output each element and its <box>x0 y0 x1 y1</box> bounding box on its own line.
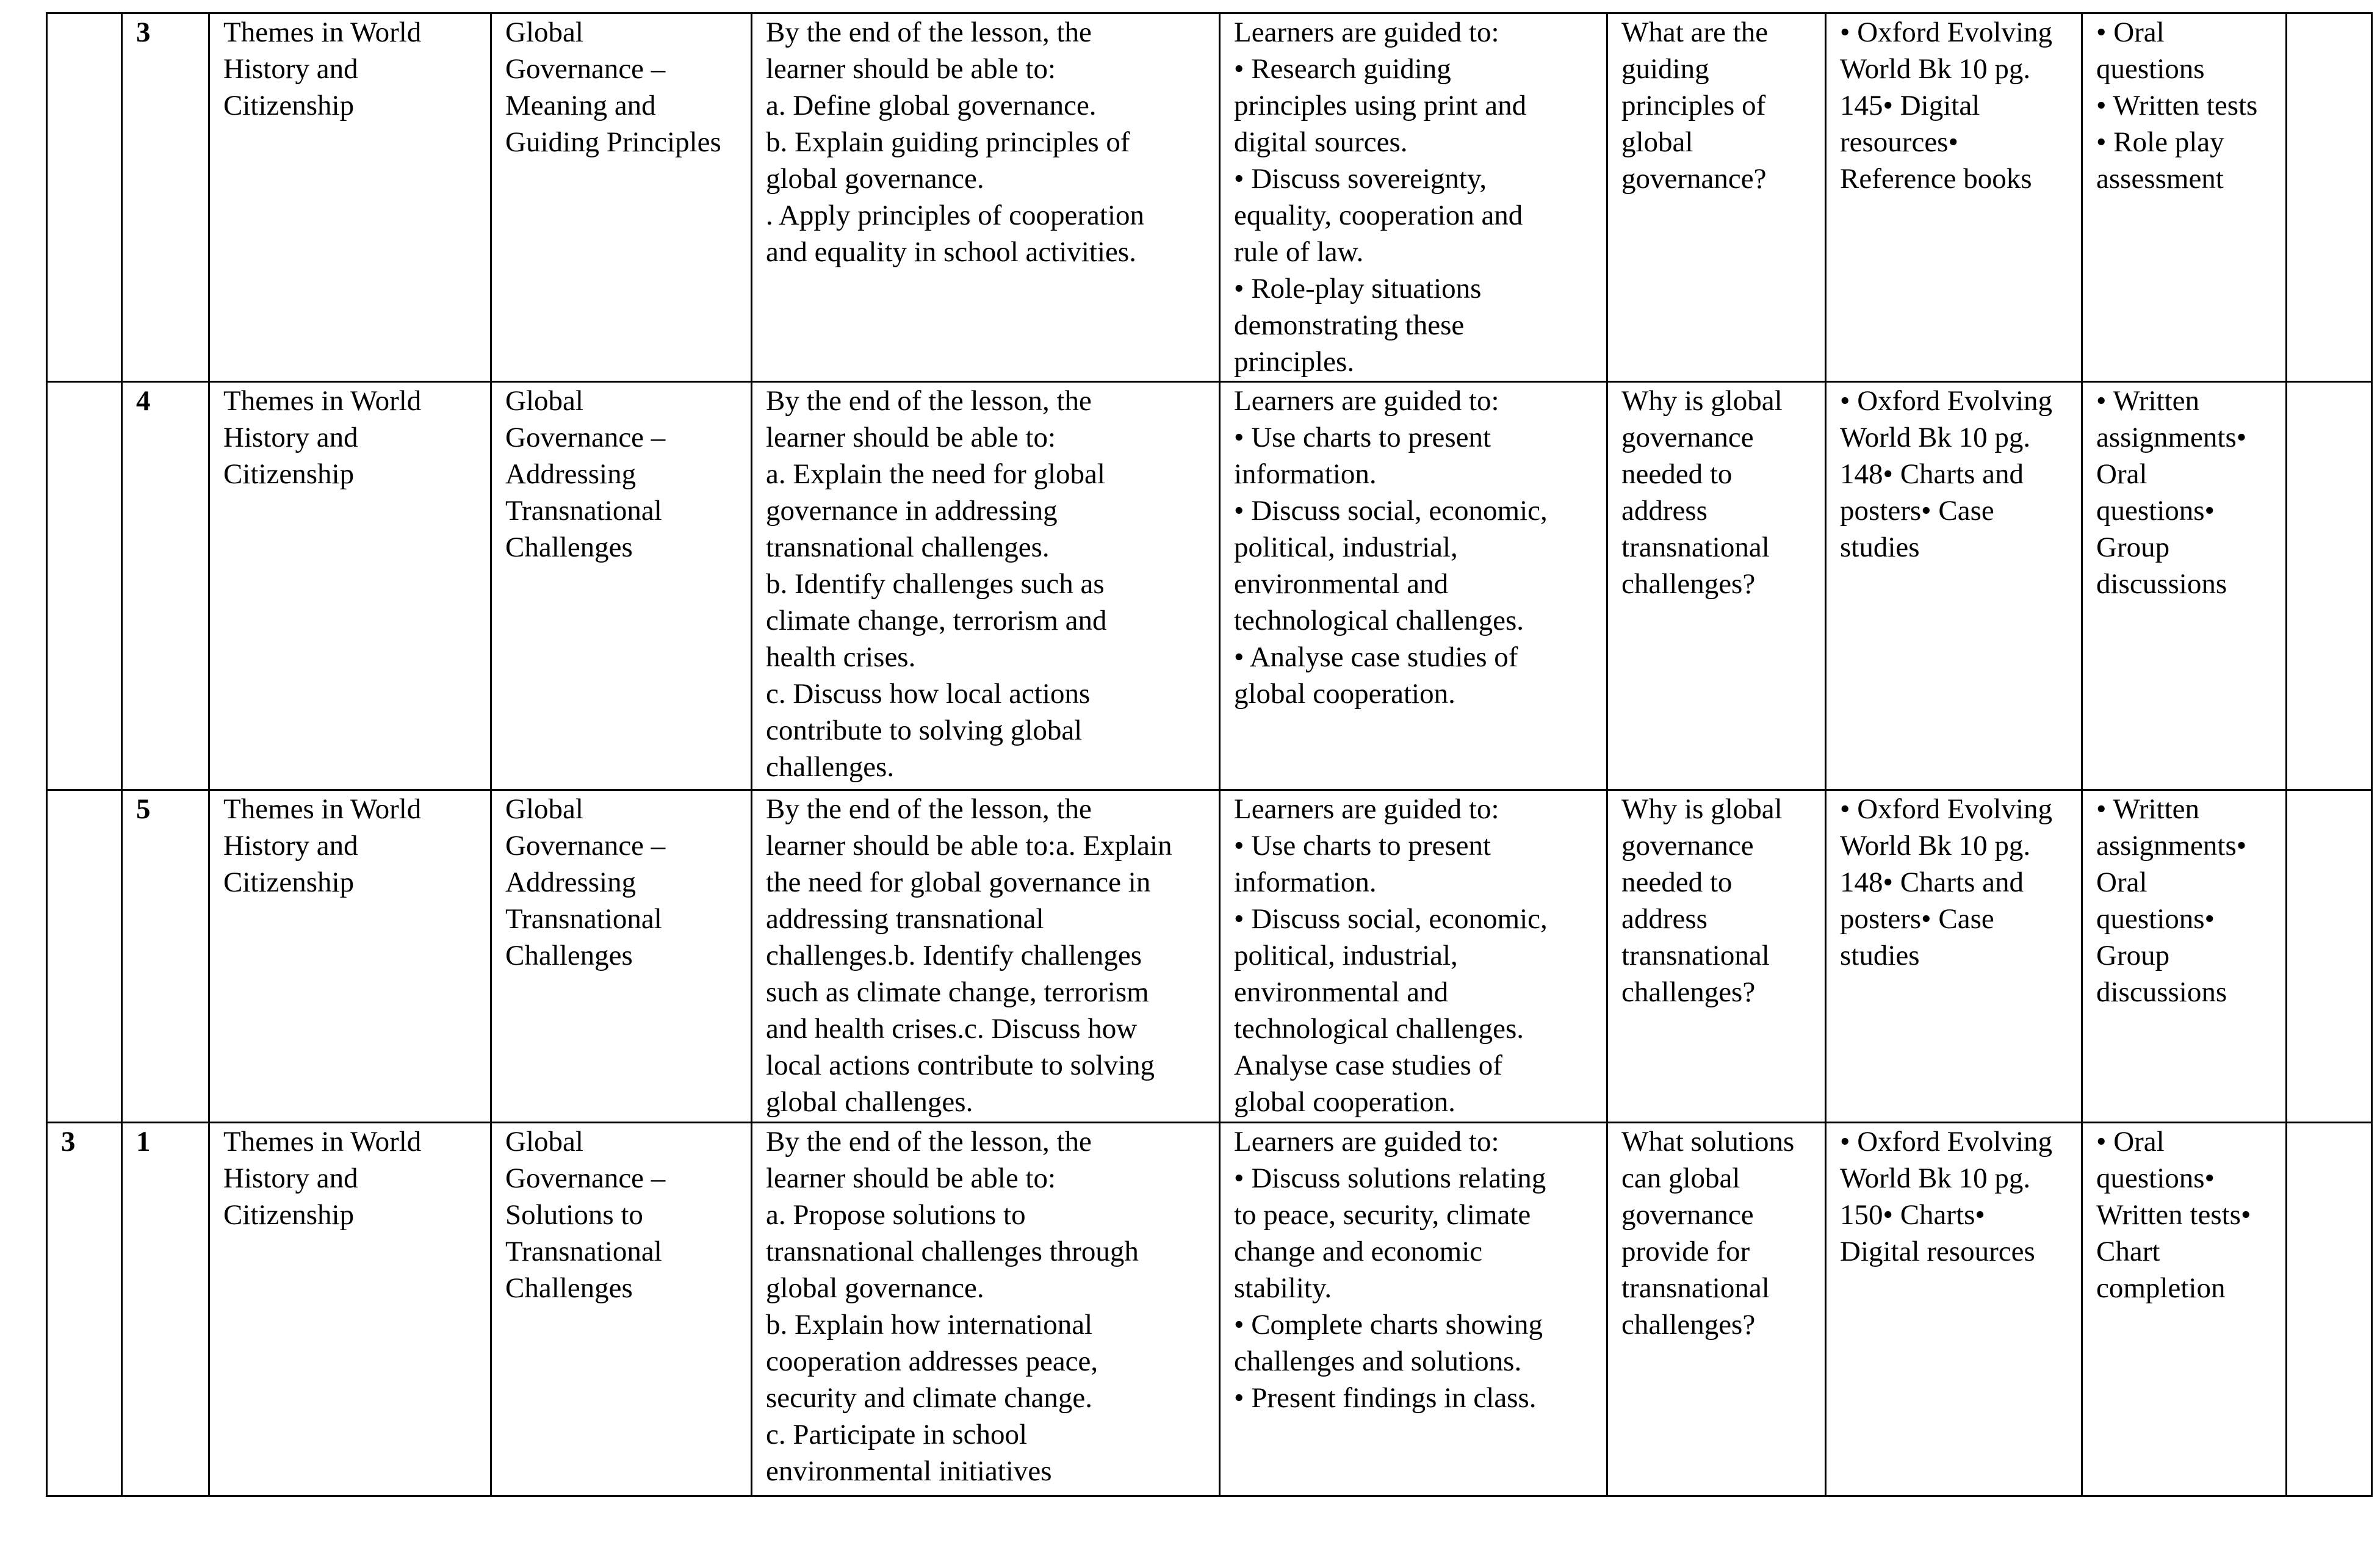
cell-line: and health crises.c. Discuss how <box>766 1013 1138 1045</box>
cell-line: questions• <box>2096 1162 2215 1194</box>
cell-line: • Discuss solutions relating <box>1234 1162 1546 1194</box>
cell-line: challenges. <box>766 751 895 783</box>
remarks-cell <box>2287 382 2372 790</box>
learning-outcomes-cell <box>752 1123 1220 1496</box>
cell-line: Written tests• <box>2096 1199 2251 1231</box>
cell-line: Transnational <box>505 495 662 527</box>
cell-line: • Discuss social, economic, <box>1234 903 1548 935</box>
cell-line: address <box>1621 903 1707 935</box>
cell-line: address <box>1621 495 1707 527</box>
cell-line: b. Explain guiding principles of <box>766 126 1130 158</box>
cell-line: Citizenship <box>223 866 355 898</box>
cell-line: Learners are guided to: <box>1234 385 1499 417</box>
cell-line: By the end of the lesson, the <box>766 1126 1092 1158</box>
cell-line: Themes in World <box>223 1126 422 1158</box>
cell-line: discussions <box>2096 568 2227 600</box>
cell-line: b. Explain how international <box>766 1309 1093 1341</box>
cell-line: provide for <box>1621 1236 1750 1267</box>
cell-line: • Oxford Evolving <box>1840 16 2053 48</box>
cell-line: governance <box>1621 1199 1754 1231</box>
cell-line: Transnational <box>505 1236 662 1267</box>
cell-line: World Bk 10 pg. <box>1840 422 2031 453</box>
scheme-of-work <box>46 12 2373 1497</box>
cell-line: c. Participate in school <box>766 1419 1028 1450</box>
cell-line: • Role-play situations <box>1234 273 1482 304</box>
cell-line: global governance. <box>766 163 984 195</box>
cell-line: digital sources. <box>1234 126 1408 158</box>
cell-line: contribute to solving global <box>766 715 1083 746</box>
strand-cell <box>209 790 491 1123</box>
cell-line: Oral <box>2096 866 2147 898</box>
cell-line: transnational challenges through <box>766 1236 1139 1267</box>
assessment-cell <box>2082 13 2287 382</box>
cell-line: and equality in school activities. <box>766 236 1136 268</box>
cell-line: information. <box>1234 866 1377 898</box>
cell-line: political, industrial, <box>1234 531 1458 563</box>
cell-line: challenges.b. Identify challenges <box>766 940 1142 971</box>
cell-line: b. Identify challenges such as <box>766 568 1105 600</box>
cell-line: Themes in World <box>223 16 422 48</box>
cell-line: 148• Charts and <box>1840 458 2024 490</box>
cell-line: needed to <box>1621 866 1733 898</box>
table-body <box>47 13 2372 1496</box>
cell-line: Themes in World <box>223 385 422 417</box>
cell-line: a. Propose solutions to <box>766 1199 1026 1231</box>
cell-line: learner should be able to:a. Explain <box>766 830 1172 862</box>
cell-line: Governance – <box>505 830 666 862</box>
cell-line: posters• Case <box>1840 495 1994 527</box>
cell-line: • Use charts to present <box>1234 422 1491 453</box>
cell-line: • Oxford Evolving <box>1840 793 2053 825</box>
learning-resources-cell <box>1826 1123 2082 1496</box>
cell-line: questions <box>2096 53 2205 85</box>
cell-line: Analyse case studies of <box>1234 1050 1502 1081</box>
cell-line: Challenges <box>505 531 633 563</box>
cell-line: challenges? <box>1621 568 1756 600</box>
cell-line: discussions <box>2096 976 2227 1008</box>
cell-line: governance <box>1621 830 1754 862</box>
cell-line: • Research guiding <box>1234 53 1451 85</box>
learning-resources-cell <box>1826 13 2082 382</box>
cell-line: challenges? <box>1621 976 1756 1008</box>
key-inquiry-question-cell <box>1607 790 1826 1123</box>
cell-line: can global <box>1621 1162 1740 1194</box>
cell-line: rule of law. <box>1234 236 1364 268</box>
cell-line: • Present findings in class. <box>1234 1382 1537 1414</box>
cell-line: Global <box>505 16 583 48</box>
assessment-cell <box>2082 790 2287 1123</box>
cell-line: equality, cooperation and <box>1234 200 1523 231</box>
cell-line: Learners are guided to: <box>1234 16 1499 48</box>
cell-line: Global <box>505 385 583 417</box>
cell-line: Governance – <box>505 422 666 453</box>
remarks-cell <box>2287 13 2372 382</box>
cell-line: . Apply principles of cooperation <box>766 200 1144 231</box>
cell-line: global cooperation. <box>1234 678 1455 710</box>
cell-line: Learners are guided to: <box>1234 793 1499 825</box>
table-row <box>47 790 2372 1123</box>
week-cell <box>47 382 122 790</box>
cell-line: Chart <box>2096 1236 2160 1267</box>
substrand-cell <box>491 1123 752 1496</box>
cell-line: change and economic <box>1234 1236 1483 1267</box>
cell-line: addressing transnational <box>766 903 1044 935</box>
cell-line: global challenges. <box>766 1086 973 1118</box>
cell-line: Citizenship <box>223 458 355 490</box>
cell-line: Governance – <box>505 1162 666 1194</box>
cell-line: principles of <box>1621 90 1766 121</box>
cell-line: • Written <box>2096 793 2200 825</box>
cell-line: a. Explain the need for global <box>766 458 1105 490</box>
cell-line: assignments• <box>2096 422 2247 453</box>
cell-line: questions• <box>2096 495 2215 527</box>
cell-line: posters• Case <box>1840 903 1994 935</box>
cell-line: guiding <box>1621 53 1709 85</box>
cell-line: transnational <box>1621 531 1770 563</box>
cell-line: security and climate change. <box>766 1382 1093 1414</box>
cell-line: Group <box>2096 940 2170 971</box>
cell-line: Addressing <box>505 866 636 898</box>
cell-line: Challenges <box>505 940 633 971</box>
week-cell <box>47 790 122 1123</box>
learning-outcomes-cell <box>752 790 1220 1123</box>
learning-outcomes-cell <box>752 382 1220 790</box>
cell-line: c. Discuss how local actions <box>766 678 1091 710</box>
cell-line: Meaning and <box>505 90 656 121</box>
cell-line: learner should be able to: <box>766 53 1056 85</box>
assessment-cell <box>2082 1123 2287 1496</box>
cell-line: • Discuss sovereignty, <box>1234 163 1487 195</box>
cell-line: • Use charts to present <box>1234 830 1491 862</box>
cell-line: • Role play <box>2096 126 2224 158</box>
cell-line: information. <box>1234 458 1377 490</box>
cell-line: World Bk 10 pg. <box>1840 1162 2031 1194</box>
cell-line: assignments• <box>2096 830 2247 862</box>
learning-experiences-cell <box>1220 1123 1607 1496</box>
lesson-cell: 3 <box>122 13 209 382</box>
cell-line: • Written <box>2096 385 2200 417</box>
table-row <box>47 13 2372 382</box>
cell-line: By the end of the lesson, the <box>766 793 1092 825</box>
cell-line: Global <box>505 1126 583 1158</box>
cell-line: climate change, terrorism and <box>766 605 1107 636</box>
cell-line: Themes in World <box>223 793 422 825</box>
cell-line: History and <box>223 53 358 85</box>
substrand-cell <box>491 382 752 790</box>
cell-line: What are the <box>1621 16 1769 48</box>
cell-line: technological challenges. <box>1234 605 1524 636</box>
substrand-cell <box>491 13 752 382</box>
cell-line: resources• <box>1840 126 1958 158</box>
strand-cell <box>209 382 491 790</box>
cell-line: • Oxford Evolving <box>1840 1126 2053 1158</box>
remarks-cell <box>2287 1123 2372 1496</box>
cell-line: Solutions to <box>505 1199 643 1231</box>
cell-line: global cooperation. <box>1234 1086 1455 1118</box>
substrand-cell <box>491 790 752 1123</box>
scheme-table <box>46 12 2373 1497</box>
cell-line: political, industrial, <box>1234 940 1458 971</box>
cell-line: • Analyse case studies of <box>1234 641 1518 673</box>
cell-line: environmental and <box>1234 568 1449 600</box>
cell-line: Group <box>2096 531 2170 563</box>
cell-line: local actions contribute to solving <box>766 1050 1155 1081</box>
cell-line: Challenges <box>505 1272 633 1304</box>
cell-line: governance in addressing <box>766 495 1058 527</box>
cell-line: environmental initiatives <box>766 1455 1052 1487</box>
cell-line: What solutions <box>1621 1126 1795 1158</box>
cell-line: learner should be able to: <box>766 422 1056 453</box>
cell-line: global <box>1621 126 1693 158</box>
week-cell <box>47 13 122 382</box>
key-inquiry-question-cell <box>1607 1123 1826 1496</box>
cell-line: • Oral <box>2096 16 2165 48</box>
cell-line: governance <box>1621 422 1754 453</box>
cell-line: questions• <box>2096 903 2215 935</box>
cell-line: Global <box>505 793 583 825</box>
cell-line: Digital resources <box>1840 1236 2035 1267</box>
cell-line: to peace, security, climate <box>1234 1199 1531 1231</box>
cell-line: 148• Charts and <box>1840 866 2024 898</box>
cell-line: needed to <box>1621 458 1733 490</box>
cell-line: learner should be able to: <box>766 1162 1056 1194</box>
learning-experiences-cell <box>1220 13 1607 382</box>
learning-resources-cell <box>1826 790 2082 1123</box>
cell-line: transnational challenges. <box>766 531 1050 563</box>
cell-line: demonstrating these <box>1234 309 1465 341</box>
cell-line: Transnational <box>505 903 662 935</box>
cell-line: cooperation addresses peace, <box>766 1345 1098 1377</box>
cell-line: Citizenship <box>223 90 355 121</box>
cell-line: World Bk 10 pg. <box>1840 830 2031 862</box>
cell-line: World Bk 10 pg. <box>1840 53 2031 85</box>
learning-resources-cell <box>1826 382 2082 790</box>
assessment-cell <box>2082 382 2287 790</box>
cell-line: 145• Digital <box>1840 90 1980 121</box>
table-row <box>47 382 2372 790</box>
cell-line: assessment <box>2096 163 2224 195</box>
cell-line: • Written tests <box>2096 90 2258 121</box>
cell-line: studies <box>1840 531 1920 563</box>
cell-line: • Discuss social, economic, <box>1234 495 1548 527</box>
strand-cell <box>209 1123 491 1496</box>
cell-line: Governance – <box>505 53 666 85</box>
learning-outcomes-cell <box>752 13 1220 382</box>
cell-line: a. Define global governance. <box>766 90 1097 121</box>
cell-line: Reference books <box>1840 163 2032 195</box>
cell-line: health crises. <box>766 641 916 673</box>
cell-line: History and <box>223 1162 358 1194</box>
cell-line: transnational <box>1621 940 1770 971</box>
cell-line: Oral <box>2096 458 2147 490</box>
cell-line: 150• Charts• <box>1840 1199 1985 1231</box>
cell-line: By the end of the lesson, the <box>766 385 1092 417</box>
cell-line: principles using print and <box>1234 90 1527 121</box>
week-cell: 3 <box>47 1123 122 1496</box>
cell-line: challenges and solutions. <box>1234 1345 1522 1377</box>
key-inquiry-question-cell <box>1607 382 1826 790</box>
cell-line: • Oxford Evolving <box>1840 385 2053 417</box>
cell-line: transnational <box>1621 1272 1770 1304</box>
cell-line: • Oral <box>2096 1126 2165 1158</box>
lesson-cell: 4 <box>122 382 209 790</box>
lesson-cell: 5 <box>122 790 209 1123</box>
learning-experiences-cell <box>1220 382 1607 790</box>
cell-line: environmental and <box>1234 976 1449 1008</box>
cell-line: Guiding Principles <box>505 126 721 158</box>
strand-cell <box>209 13 491 382</box>
cell-line: By the end of the lesson, the <box>766 16 1092 48</box>
table-row <box>47 1123 2372 1496</box>
lesson-cell: 1 <box>122 1123 209 1496</box>
cell-line: such as climate change, terrorism <box>766 976 1149 1008</box>
cell-line: stability. <box>1234 1272 1332 1304</box>
remarks-cell <box>2287 790 2372 1123</box>
learning-experiences-cell <box>1220 790 1607 1123</box>
cell-line: • Complete charts showing <box>1234 1309 1543 1341</box>
cell-line: principles. <box>1234 346 1355 378</box>
cell-line: the need for global governance in <box>766 866 1151 898</box>
cell-line: Why is global <box>1621 793 1783 825</box>
cell-line: studies <box>1840 940 1920 971</box>
cell-line: governance? <box>1621 163 1767 195</box>
cell-line: Citizenship <box>223 1199 355 1231</box>
cell-line: Addressing <box>505 458 636 490</box>
cell-line: challenges? <box>1621 1309 1756 1341</box>
cell-line: History and <box>223 422 358 453</box>
cell-line: technological challenges. <box>1234 1013 1524 1045</box>
cell-line: completion <box>2096 1272 2226 1304</box>
cell-line: Why is global <box>1621 385 1783 417</box>
cell-line: History and <box>223 830 358 862</box>
key-inquiry-question-cell <box>1607 13 1826 382</box>
cell-line: Learners are guided to: <box>1234 1126 1499 1158</box>
cell-line: global governance. <box>766 1272 984 1304</box>
